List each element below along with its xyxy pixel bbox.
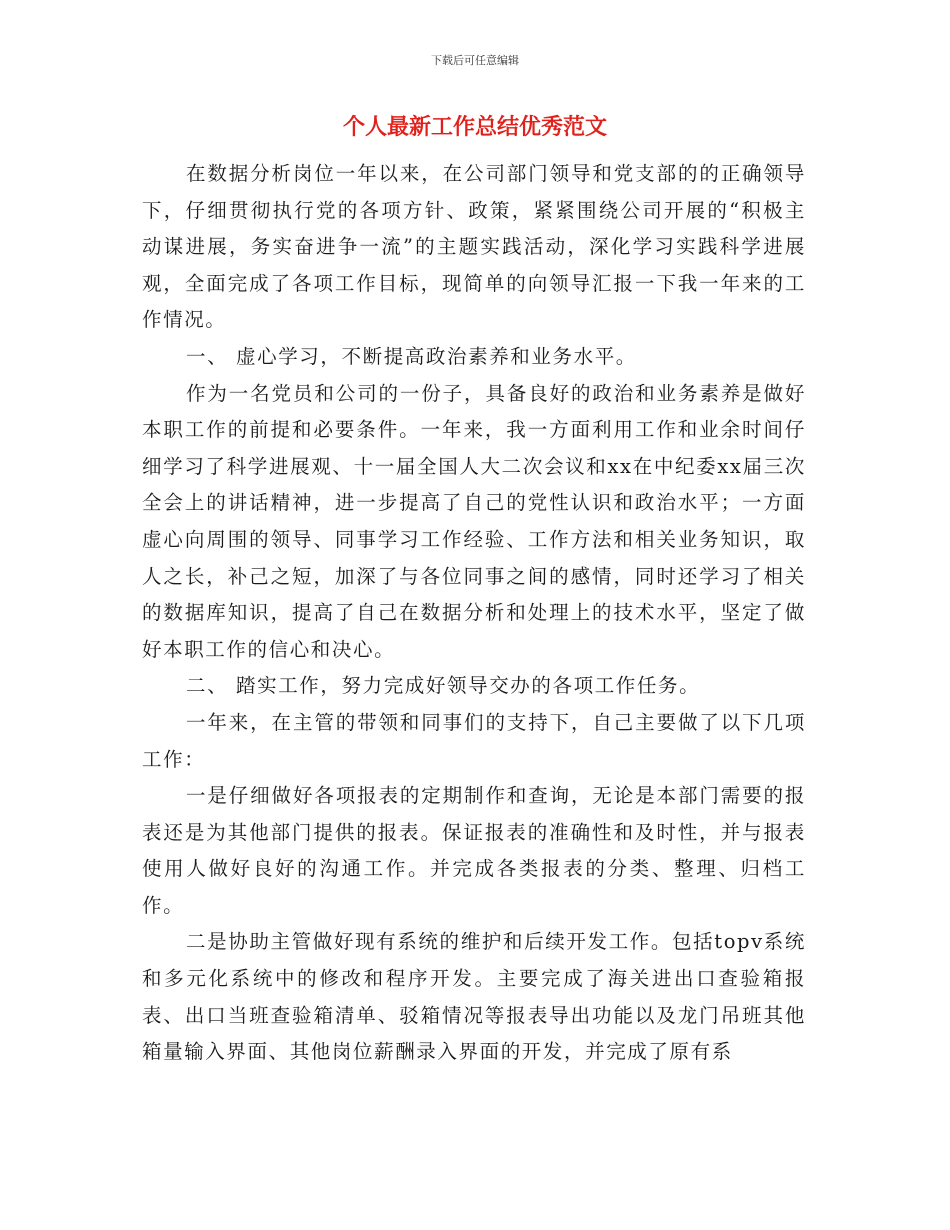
paragraph-work-item-1: 一是仔细做好各项报表的定期制作和查询，无论是本部门需要的报表还是为其他部门提供的报表。保证报表的准确性和及时性，并与报表使用人做好良好的沟通工作。并完成各类报表的分类、整理、归档工作。 [142,784,806,917]
paragraph-work-intro: 一年来，在主管的带领和同事们的支持下，自己主要做了以下几项工作： [142,710,806,771]
section-heading-2: 二、 踏实工作，努力完成好领导交办的各项工作任务。 [186,674,701,698]
paragraph-work-item-2: 二是协助主管做好现有系统的维护和后续开发工作。包括topv系统和多元化系统中的修改和程序开发。主要完成了海关进出口查验箱报表、出口当班查验箱清单、驳箱情况等报表导出功能以及龙门吊班其他箱量输入界面、其他岗位薪酬录入界面的开发，并完成了原有系 [142,930,806,1064]
document-title: 个人最新工作总结优秀范文 [342,115,607,140]
document-body [142,156,806,1071]
header-note: 下载后可任意编辑 [431,54,519,67]
section-heading-1: 一、 虚心学习，不断提高政治素养和业务水平。 [186,344,637,368]
paragraph-intro: 在数据分析岗位一年以来，在公司部门领导和党支部的的正确领导下，仔细贯彻执行党的各项方针、政策，紧紧围绕公司开展的“积极主动谋进展，务实奋进争一流”的主题实践活动，深化学习实践科学进展观，全面完成了各项工作目标，现简单的向领导汇报一下我一年来的工作情况。 [142,162,806,332]
paragraph-study: 作为一名党员和公司的一份子，具备良好的政治和业务素养是做好本职工作的前提和必要条件。一年来，我一方面利用工作和业余时间仔细学习了科学进展观、十一届全国人大二次会议和xx在中纪委xx届三次全会上的讲话精神，进一步提高了自己的党性认识和政治水平；一方面虚心向周围的领导、同事学习工作经验、工作方法和相关业务知识，取人之长，补己之短，加深了与各位同事之间的感情，同时还学习了相关的数据库知识，提高了自己在数据分析和处理上的技术水平，坚定了做好本职工作的信心和决心。 [142,381,806,661]
